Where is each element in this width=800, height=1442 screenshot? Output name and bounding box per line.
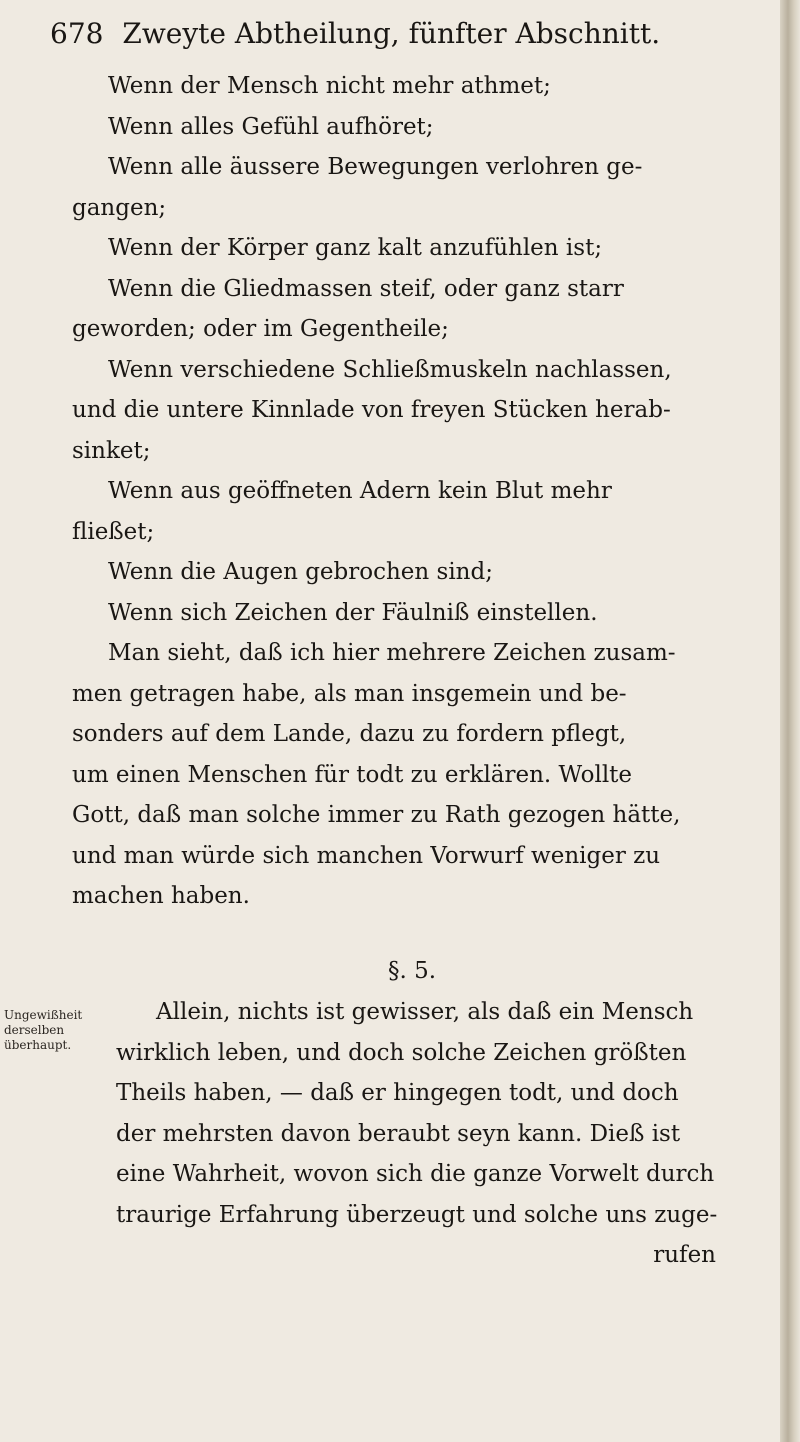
text-line: sonders auf dem Lande, dazu zu fordern pflegt, bbox=[72, 721, 627, 747]
running-header bbox=[50, 14, 750, 54]
catchword: rufen bbox=[653, 1242, 716, 1268]
text-line: Wenn verschiedene Schließmuskeln nachlassen, bbox=[108, 356, 672, 383]
page-number: 678 bbox=[50, 17, 104, 50]
text-line: eine Wahrheit, wovon sich die ganze Vorwelt durch bbox=[116, 1161, 715, 1187]
text-line: Man sieht, daß ich hier mehrere Zeichen zusam- bbox=[108, 640, 676, 666]
text-line: Wenn sich Zeichen der Fäulniß einstellen. bbox=[108, 599, 598, 626]
text-line: und man würde sich manchen Vorwurf weniger zu bbox=[72, 842, 661, 869]
text-line: fließet; bbox=[72, 518, 155, 545]
book-edge bbox=[780, 0, 800, 1442]
text-line: geworden; oder im Gegentheile; bbox=[72, 316, 449, 342]
text-line: wirklich leben, und doch solche Zeichen größten bbox=[116, 1039, 687, 1066]
section-heading: §. 5. bbox=[387, 957, 437, 984]
marginal-note-line: derselben bbox=[4, 1023, 65, 1037]
text-line: Wenn der Mensch nicht mehr athmet; bbox=[108, 73, 551, 99]
text-line: gangen; bbox=[72, 194, 167, 221]
text-line: machen haben. bbox=[72, 883, 250, 909]
text-line: Wenn alles Gefühl aufhöret; bbox=[108, 113, 434, 140]
text-line: traurige Erfahrung überzeugt und solche uns zuge- bbox=[116, 1201, 718, 1228]
text-line: men getragen habe, als man insgemein und be- bbox=[72, 680, 627, 707]
marginal-note-line: überhaupt. bbox=[4, 1038, 72, 1052]
text-line: Wenn die Augen gebrochen sind; bbox=[108, 559, 493, 585]
text-line: der mehrsten davon beraubt seyn kann. Dieß ist bbox=[116, 1120, 681, 1147]
section-text bbox=[116, 992, 756, 1276]
text-line: Allein, nichts ist gewisser, als daß ein Mensch bbox=[156, 999, 694, 1025]
marginal-note-line: Ungewißheit bbox=[4, 1008, 83, 1022]
text-line: Wenn der Körper ganz kalt anzufühlen ist; bbox=[108, 235, 603, 261]
text-line: Wenn die Gliedmassen steif, oder ganz starr bbox=[108, 275, 624, 302]
text-line: Theils haben, — daß er hingegen todt, und doch bbox=[116, 1080, 679, 1106]
running-title: Zweyte Abtheilung, fünfter Abschnitt. bbox=[122, 17, 661, 50]
text-line: Wenn aus geöffneten Adern kein Blut mehr bbox=[108, 478, 612, 504]
text-line: um einen Menschen für todt zu erklären. Wollte bbox=[72, 761, 633, 788]
text-line: sinket; bbox=[72, 437, 151, 464]
main-text bbox=[72, 66, 752, 1001]
text-line: Wenn alle äussere Bewegungen verlohren ge- bbox=[108, 154, 643, 180]
text-line: Gott, daß man solche immer zu Rath gezogen hätte, bbox=[72, 802, 681, 828]
marginal-note bbox=[4, 1008, 83, 1053]
text-line: und die untere Kinnlade von freyen Stücken herab- bbox=[72, 397, 671, 423]
